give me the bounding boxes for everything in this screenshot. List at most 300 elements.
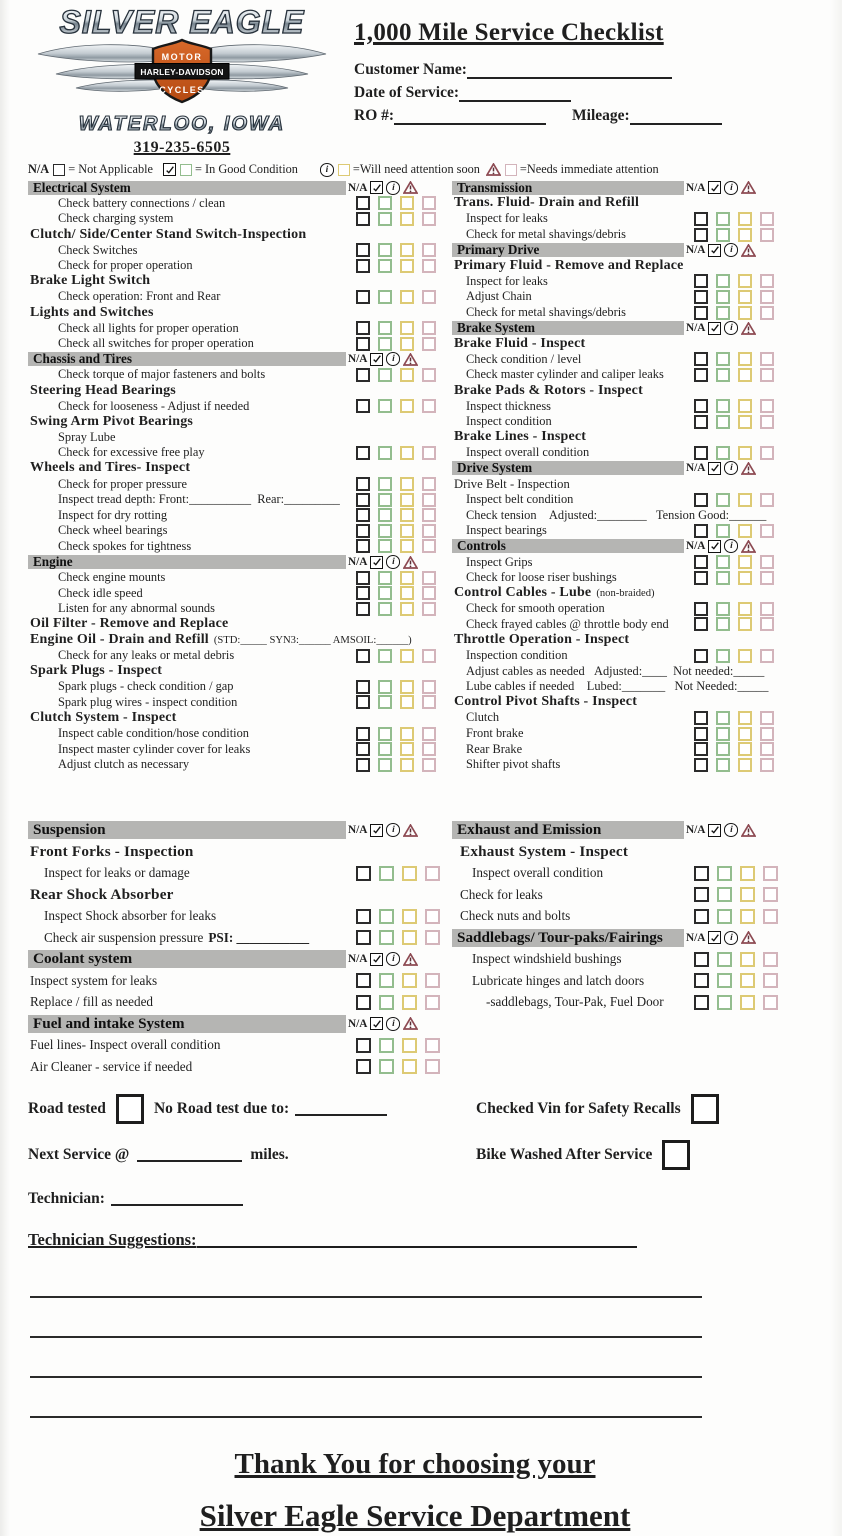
checkbox-immediate[interactable] [422,259,436,273]
checkbox-immediate[interactable] [760,649,774,663]
checkbox-immediate[interactable] [763,866,778,881]
checklist-item-label: Check torque of major fasteners and bolts [58,367,266,382]
checkbox-na[interactable] [694,742,708,756]
na-label: N/A [348,953,368,966]
checkbox-immediate[interactable] [422,321,436,335]
checked-vin-checkbox[interactable] [691,1094,719,1124]
warning-triangle-icon [741,540,756,553]
checkbox-attention-soon[interactable] [740,909,755,924]
checkbox-na[interactable] [694,727,708,741]
checkbox-immediate[interactable] [760,212,774,226]
checkbox-immediate[interactable] [422,493,436,507]
subsection-suffix: (non-braided) [596,588,655,600]
checkbox-na[interactable] [694,415,708,429]
checkbox-immediate[interactable] [422,477,436,491]
checkbox-attention-soon[interactable] [738,228,752,242]
checkbox-na[interactable] [356,758,370,772]
checkbox-attention-soon[interactable] [738,649,752,663]
checkbox-good[interactable] [379,973,394,988]
writing-line[interactable] [30,1376,702,1378]
subsection-title: Wheels and Tires- Inspect [30,460,191,476]
customer-name-field[interactable] [467,64,672,79]
no-road-test-reason-field[interactable] [295,1101,387,1116]
checklist-item-label: Adjust clutch as necessary [58,757,190,772]
checklist-row [28,648,440,664]
checkbox-attention-soon[interactable] [400,259,414,273]
checklist-row [452,523,778,539]
checkbox-good[interactable] [378,321,392,335]
checkbox-attention-soon[interactable] [738,571,752,585]
checkbox-attention-soon[interactable] [738,399,752,413]
checkbox-immediate[interactable] [763,995,778,1010]
section-bar [28,180,440,196]
checkbox-good[interactable] [716,727,730,741]
checkbox-immediate[interactable] [425,995,440,1010]
checkbox-immediate[interactable] [422,524,436,538]
checkbox-na[interactable] [356,446,370,460]
section-bar-fill [452,821,684,839]
checkbox-good[interactable] [378,508,392,522]
checkbox-good[interactable] [716,758,730,772]
checkbox-attention-soon[interactable] [738,493,752,507]
logo-city-text: WATERLOO, IOWA [26,113,338,135]
checkbox-good[interactable] [716,742,730,756]
checkbox-attention-soon[interactable] [400,493,414,507]
section-title: Suspension [33,821,106,839]
checkbox-na[interactable] [694,306,708,320]
checkbox-attention-soon[interactable] [738,306,752,320]
checkbox-attention-soon[interactable] [738,352,752,366]
checkbox-na[interactable] [694,524,708,538]
writing-line[interactable] [30,1296,702,1298]
section-bar [452,461,778,477]
checkbox-immediate[interactable] [422,399,436,413]
checkbox-immediate[interactable] [760,352,774,366]
checkbox-good[interactable] [378,649,392,663]
checklist-item-label: Clutch [466,710,500,725]
checkbox-attention-soon[interactable] [400,446,414,460]
checkbox-good[interactable] [378,446,392,460]
checkbox-good[interactable] [716,228,730,242]
checkbox-attention-soon[interactable] [738,524,752,538]
checkbox-good[interactable] [716,306,730,320]
checkbox-good[interactable] [716,446,730,460]
na-label: N/A [686,244,706,257]
checklist-row [28,585,440,601]
checkbox-immediate[interactable] [760,742,774,756]
checkbox-immediate[interactable] [422,243,436,257]
checkbox-na[interactable] [694,493,708,507]
checkbox-immediate[interactable] [422,742,436,756]
checkbox-good[interactable] [378,477,392,491]
checkbox-good[interactable] [717,995,732,1010]
checkbox-na[interactable] [356,602,370,616]
checkbox-na[interactable] [694,368,708,382]
checkbox-na[interactable] [694,866,709,881]
checkbox-na[interactable] [356,539,370,553]
checkbox-na[interactable] [694,212,708,226]
checkbox-immediate[interactable] [760,758,774,772]
checkbox-immediate[interactable] [422,212,436,226]
technician-name-field[interactable] [111,1191,243,1206]
checkbox-attention-soon[interactable] [738,290,752,304]
status-checkboxes [348,727,440,741]
date-of-service-field[interactable] [459,87,571,102]
checkbox-good[interactable] [378,524,392,538]
checkbox-good[interactable] [378,243,392,257]
checked-checkbox-icon [370,824,383,837]
checkbox-na[interactable] [694,399,708,413]
status-checkboxes [348,446,440,460]
checkbox-attention-soon[interactable] [402,930,417,945]
status-checkboxes [686,617,778,631]
checkbox-na[interactable] [694,995,709,1010]
warning-triangle-icon [741,824,756,837]
checkbox-attention-soon[interactable] [738,274,752,288]
checklist-row [452,414,778,430]
checkbox-immediate[interactable] [422,680,436,694]
road-tested-checkbox[interactable] [116,1094,144,1124]
checkbox-good[interactable] [378,399,392,413]
checkbox-na[interactable] [694,973,709,988]
checkbox-good[interactable] [379,995,394,1010]
checkbox-attention-soon[interactable] [400,477,414,491]
checkbox-na[interactable] [356,321,370,335]
checkbox-good[interactable] [716,212,730,226]
checklist-row [452,554,778,570]
checkbox-immediate[interactable] [422,290,436,304]
checkbox-immediate[interactable] [422,446,436,460]
checklist-item-label: Spark plugs - check condition / gap [58,679,234,694]
checkbox-na[interactable] [356,727,370,741]
checkbox-attention-soon[interactable] [740,995,755,1010]
checkbox-na[interactable] [356,973,371,988]
checkbox-immediate[interactable] [425,866,440,881]
checkbox-attention-soon[interactable] [740,952,755,967]
checkbox-immediate[interactable] [760,555,774,569]
checkbox-na[interactable] [356,1038,371,1053]
checkbox-attention-soon[interactable] [400,524,414,538]
checkbox-attention-soon[interactable] [738,711,752,725]
checkbox-attention-soon[interactable] [400,680,414,694]
checkbox-immediate[interactable] [760,571,774,585]
checkbox-immediate[interactable] [760,446,774,460]
checkbox-good[interactable] [378,290,392,304]
checkbox-immediate[interactable] [763,887,778,902]
checkbox-na[interactable] [356,742,370,756]
lower-checklist-block [28,820,842,1078]
checkbox-attention-soon[interactable] [400,399,414,413]
checkbox-immediate[interactable] [760,290,774,304]
checkbox-na[interactable] [694,617,708,631]
checklist-item-label: Check for excessive free play [58,445,205,460]
checkbox-good[interactable] [378,586,392,600]
checklist-row [28,461,440,477]
checkbox-attention-soon[interactable] [400,695,414,709]
checkbox-attention-soon[interactable] [738,602,752,616]
checkbox-na[interactable] [694,228,708,242]
technician-suggestions-label: Technician Suggestions: [28,1229,197,1249]
subsection-title: Trans. Fluid- Drain and Refill [454,195,640,211]
checkbox-immediate[interactable] [422,586,436,600]
checkbox-na[interactable] [694,290,708,304]
checkbox-immediate[interactable] [760,727,774,741]
checkbox-attention-soon[interactable] [400,742,414,756]
checkbox-good[interactable] [378,680,392,694]
checked-checkbox-icon [708,540,721,553]
checkbox-good[interactable] [378,337,392,351]
warning-triangle-icon [403,824,418,837]
checkbox-good[interactable] [378,368,392,382]
checkbox-good[interactable] [379,866,394,881]
checkbox-na[interactable] [694,649,708,663]
status-checkboxes [686,352,778,366]
checked-checkbox-icon [708,244,721,257]
checkbox-immediate[interactable] [760,228,774,242]
checkbox-immediate[interactable] [422,649,436,663]
checkbox-na[interactable] [694,887,709,902]
na-label: N/A [686,540,706,553]
checkbox-good[interactable] [378,539,392,553]
checkbox-na[interactable] [356,571,370,585]
next-service-mileage-field[interactable] [137,1147,242,1162]
checkbox-na[interactable] [356,909,371,924]
checklist-row [452,492,778,508]
checkbox-good[interactable] [716,711,730,725]
checkbox-attention-soon[interactable] [740,973,755,988]
na-label: N/A [348,556,368,569]
checklist-item-label: Inspect overall condition [466,445,590,460]
checkbox-immediate[interactable] [760,274,774,288]
checkbox-attention-soon[interactable] [738,617,752,631]
checkbox-attention-soon[interactable] [402,1059,417,1074]
checkbox-na[interactable] [694,711,708,725]
checkbox-good[interactable] [378,758,392,772]
checkbox-good[interactable] [717,909,732,924]
section-title: Exhaust and Emission [457,821,602,839]
status-checkboxes [686,399,778,413]
checked-checkbox-icon [708,322,721,335]
checkbox-good[interactable] [378,571,392,585]
checkbox-attention-soon[interactable] [400,602,414,616]
info-icon: i [386,555,400,569]
checkbox-na[interactable] [694,555,708,569]
bike-washed-checkbox[interactable] [662,1140,690,1170]
checkbox-immediate[interactable] [422,539,436,553]
ro-number-field[interactable] [394,110,546,125]
checkbox-na[interactable] [356,399,370,413]
checklist-row [28,570,440,586]
checkbox-na[interactable] [356,212,370,226]
checkbox-attention-soon[interactable] [400,508,414,522]
checkbox-na[interactable] [694,571,708,585]
checkbox-attention-soon[interactable] [400,727,414,741]
checkbox-attention-soon[interactable] [738,758,752,772]
checkbox-na[interactable] [356,196,370,210]
suggestions-write-line[interactable] [197,1232,637,1248]
checkbox-good[interactable] [378,742,392,756]
checkbox-na[interactable] [356,695,370,709]
checkbox-na[interactable] [694,446,708,460]
checkbox-good[interactable] [378,259,392,273]
checkbox-immediate[interactable] [422,337,436,351]
checkbox-attention-soon[interactable] [740,866,755,881]
checkbox-immediate[interactable] [760,399,774,413]
checkbox-immediate[interactable] [760,493,774,507]
checkbox-na[interactable] [356,649,370,663]
checkbox-na[interactable] [694,274,708,288]
checkbox-attention-soon[interactable] [400,290,414,304]
section-bar [452,539,778,555]
checkbox-good[interactable] [378,727,392,741]
checklist-item-label: Check for loose riser bushings [466,570,617,585]
checkbox-attention-soon[interactable] [400,586,414,600]
status-checkboxes [686,306,778,320]
checkbox-good[interactable] [716,649,730,663]
checkbox-na[interactable] [356,259,370,273]
checkbox-good[interactable] [716,571,730,585]
checkbox-attention-soon[interactable] [738,368,752,382]
checkbox-good[interactable] [716,368,730,382]
checkbox-good[interactable] [716,290,730,304]
checked-checkbox-icon [708,462,721,475]
checkbox-na[interactable] [694,758,708,772]
checkbox-good[interactable] [716,555,730,569]
subsection-title: Lights and Switches [30,304,154,320]
writing-line[interactable] [30,1416,702,1418]
checkbox-na[interactable] [356,586,370,600]
checkbox-attention-soon[interactable] [400,337,414,351]
checkbox-good[interactable] [716,352,730,366]
checkbox-good[interactable] [379,930,394,945]
checkbox-immediate[interactable] [760,306,774,320]
checkbox-attention-soon[interactable] [400,243,414,257]
checkbox-immediate[interactable] [763,952,778,967]
checkbox-good[interactable] [378,196,392,210]
checkbox-good[interactable] [716,274,730,288]
checkbox-immediate[interactable] [760,368,774,382]
checkbox-na[interactable] [356,524,370,538]
checkbox-attention-soon[interactable] [402,909,417,924]
checkbox-immediate[interactable] [422,727,436,741]
checkbox-good[interactable] [716,493,730,507]
checkbox-attention-soon[interactable] [400,758,414,772]
checkbox-immediate[interactable] [760,617,774,631]
checkbox-attention-soon[interactable] [402,1038,417,1053]
checkbox-immediate[interactable] [422,695,436,709]
checkbox-attention-soon[interactable] [738,415,752,429]
checkbox-na[interactable] [356,337,370,351]
checkbox-immediate[interactable] [425,930,440,945]
checkbox-attention-soon[interactable] [738,555,752,569]
checkbox-good[interactable] [716,524,730,538]
checkbox-good[interactable] [378,695,392,709]
checkbox-na[interactable] [356,1059,371,1074]
checkbox-good[interactable] [379,909,394,924]
checkbox-good[interactable] [378,602,392,616]
checkbox-immediate[interactable] [422,571,436,585]
checkbox-immediate[interactable] [425,909,440,924]
section-bar [28,1013,440,1035]
checkbox-immediate[interactable] [422,368,436,382]
checkbox-attention-soon[interactable] [738,727,752,741]
checkbox-attention-soon[interactable] [402,995,417,1010]
checkbox-na[interactable] [356,930,371,945]
checkbox-na[interactable] [694,909,709,924]
checkbox-immediate[interactable] [760,415,774,429]
checkbox-good[interactable] [378,212,392,226]
checkbox-na[interactable] [356,995,371,1010]
checkbox-good[interactable] [716,415,730,429]
checkbox-attention-soon[interactable] [738,742,752,756]
checkbox-attention-soon[interactable] [400,649,414,663]
checkbox-good[interactable] [717,866,732,881]
checkbox-good[interactable] [717,952,732,967]
checkbox-immediate[interactable] [425,973,440,988]
checkbox-immediate[interactable] [763,909,778,924]
checkbox-na[interactable] [356,866,371,881]
checkbox-immediate[interactable] [760,602,774,616]
checkbox-attention-soon[interactable] [400,321,414,335]
checked-checkbox-icon [370,556,383,569]
warning-triangle-icon [403,353,418,366]
checkbox-attention-soon[interactable] [400,368,414,382]
checkbox-attention-soon[interactable] [400,571,414,585]
mileage-field[interactable] [630,110,722,125]
checkbox-attention-soon[interactable] [738,446,752,460]
checkbox-na[interactable] [356,290,370,304]
checkbox-na[interactable] [694,352,708,366]
checkbox-good[interactable] [717,973,732,988]
checkbox-immediate[interactable] [422,602,436,616]
checkbox-good[interactable] [716,602,730,616]
checkbox-na[interactable] [356,508,370,522]
checkbox-good[interactable] [716,617,730,631]
checkbox-good[interactable] [378,493,392,507]
checkbox-na[interactable] [356,243,370,257]
checkbox-immediate[interactable] [422,508,436,522]
writing-line[interactable] [30,1336,702,1338]
checkbox-good[interactable] [717,887,732,902]
checkbox-attention-soon[interactable] [738,212,752,226]
checkbox-na[interactable] [356,477,370,491]
checkbox-na[interactable] [694,602,708,616]
checkbox-immediate[interactable] [760,524,774,538]
checkbox-good[interactable] [379,1059,394,1074]
na-checkbox-sample [53,164,65,176]
checkbox-na[interactable] [356,493,370,507]
checkbox-attention-soon[interactable] [400,212,414,226]
checkbox-immediate[interactable] [763,973,778,988]
checkbox-immediate[interactable] [760,711,774,725]
checkbox-attention-soon[interactable] [402,866,417,881]
checkbox-immediate[interactable] [425,1038,440,1053]
checkbox-immediate[interactable] [422,196,436,210]
checkbox-na[interactable] [356,680,370,694]
checkbox-attention-soon[interactable] [402,973,417,988]
checkbox-immediate[interactable] [422,758,436,772]
section-bar-fill [452,321,684,335]
checkbox-attention-soon[interactable] [400,196,414,210]
checkbox-na[interactable] [694,952,709,967]
checkbox-na[interactable] [356,368,370,382]
checkbox-good[interactable] [379,1038,394,1053]
checkbox-attention-soon[interactable] [400,539,414,553]
checklist-row [452,906,778,928]
checkbox-immediate[interactable] [425,1059,440,1074]
checkbox-good[interactable] [716,399,730,413]
checkbox-attention-soon[interactable] [740,887,755,902]
